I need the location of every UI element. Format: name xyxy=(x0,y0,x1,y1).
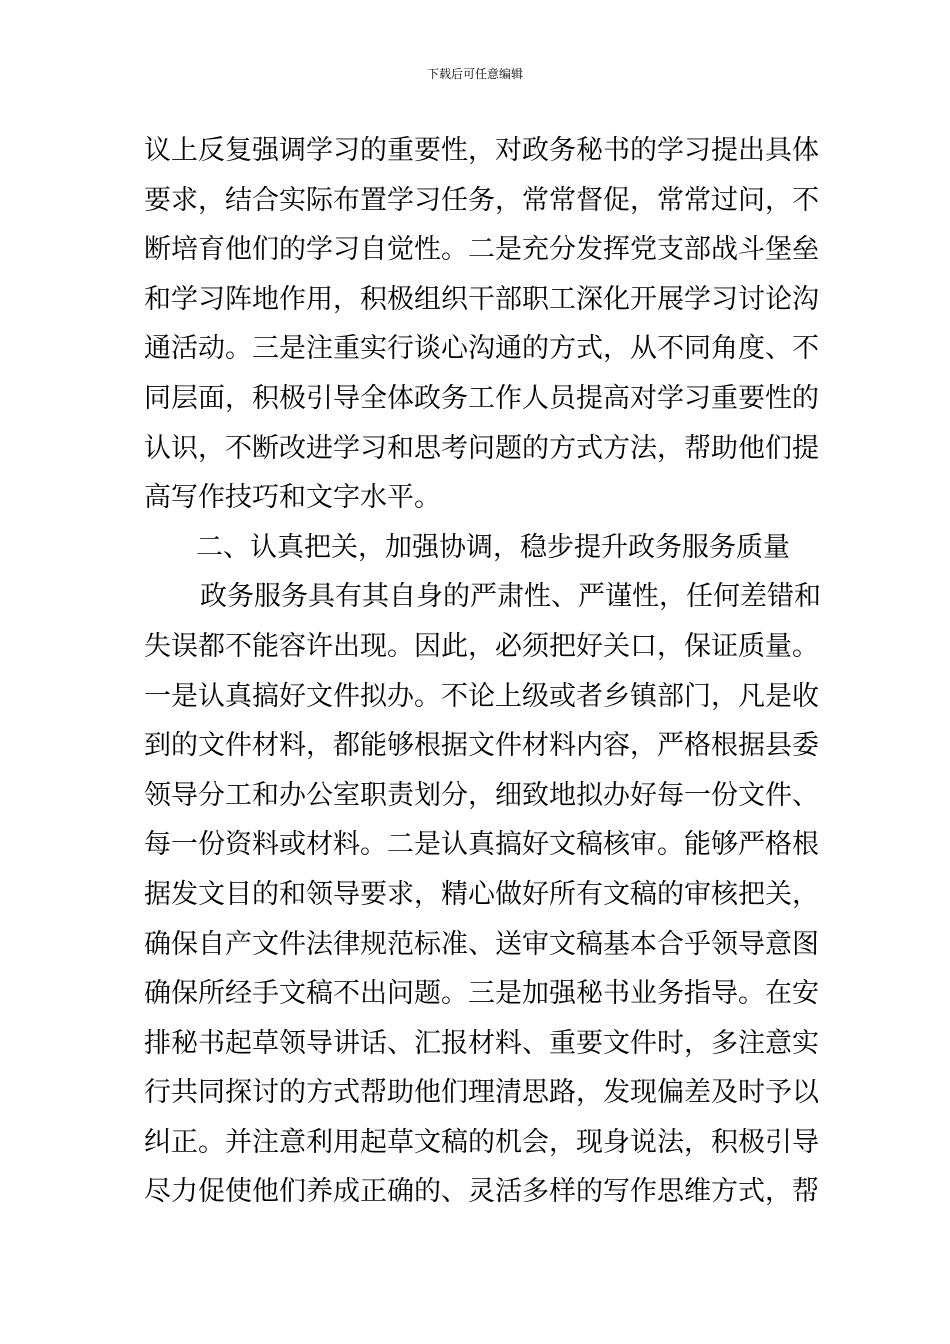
text-line-15: 每一份资料或材料。二是认真搞好文稿核审。能够严格根 xyxy=(144,829,819,861)
section-heading: 二、认真把关，加强协调，稳步提升政务服务质量 xyxy=(196,531,790,563)
header-note: 下载后可任意编辑 xyxy=(426,67,523,81)
body-text xyxy=(144,126,821,1217)
text-line-11: 失误都不能容许出现。因此，必须把好关口，保证质量。 xyxy=(144,630,819,662)
text-line-16: 据发文目的和领导要求，精心做好所有文稿的审核把关， xyxy=(144,878,819,910)
text-line-10: 政务服务具有其自身的严肃性、严谨性，任何差错和 xyxy=(200,581,821,613)
text-line-22: 尽力促使他们养成正确的、灵活多样的写作思维方式，帮 xyxy=(144,1176,819,1208)
text-line-14: 领导分工和办公室职责划分，细致地拟办好每一份文件、 xyxy=(144,779,819,811)
text-line-5: 通活动。三是注重实行谈心沟通的方式，从不同角度、不 xyxy=(144,333,819,365)
text-line-7: 认识，不断改进学习和思考问题的方式方法，帮助他们提 xyxy=(144,432,819,464)
text-line-3: 断培育他们的学习自觉性。二是充分发挥党支部战斗堡垒 xyxy=(144,234,819,266)
text-line-6: 同层面，积极引导全体政务工作人员提高对学习重要性的 xyxy=(144,382,819,414)
text-line-8: 高写作技巧和文字水平。 xyxy=(144,482,441,514)
text-line-4: 和学习阵地作用，积极组织干部职工深化开展学习讨论沟 xyxy=(144,283,819,315)
text-line-20: 行共同探讨的方式帮助他们理清思路，发现偏差及时予以 xyxy=(144,1077,819,1109)
text-line-13: 到的文件材料，都能够根据文件材料内容，严格根据县委 xyxy=(144,730,819,762)
text-line-19: 排秘书起草领导讲话、汇报材料、重要文件时，多注意实 xyxy=(144,1027,819,1059)
text-line-12: 一是认真搞好文件拟办。不论上级或者乡镇部门，凡是收 xyxy=(144,680,819,712)
text-line-17: 确保自产文件法律规范标准、送审文稿基本合乎领导意图 xyxy=(144,928,819,960)
text-line-2: 要求，结合实际布置学习任务，常常督促，常常过问，不 xyxy=(144,184,819,216)
text-line-21: 纠正。并注意利用起草文稿的机会，现身说法，积极引导 xyxy=(144,1126,819,1158)
text-line-1: 议上反复强调学习的重要性，对政务秘书的学习提出具体 xyxy=(144,135,819,166)
text-line-18: 确保所经手文稿不出问题。三是加强秘书业务指导。在安 xyxy=(144,978,819,1010)
